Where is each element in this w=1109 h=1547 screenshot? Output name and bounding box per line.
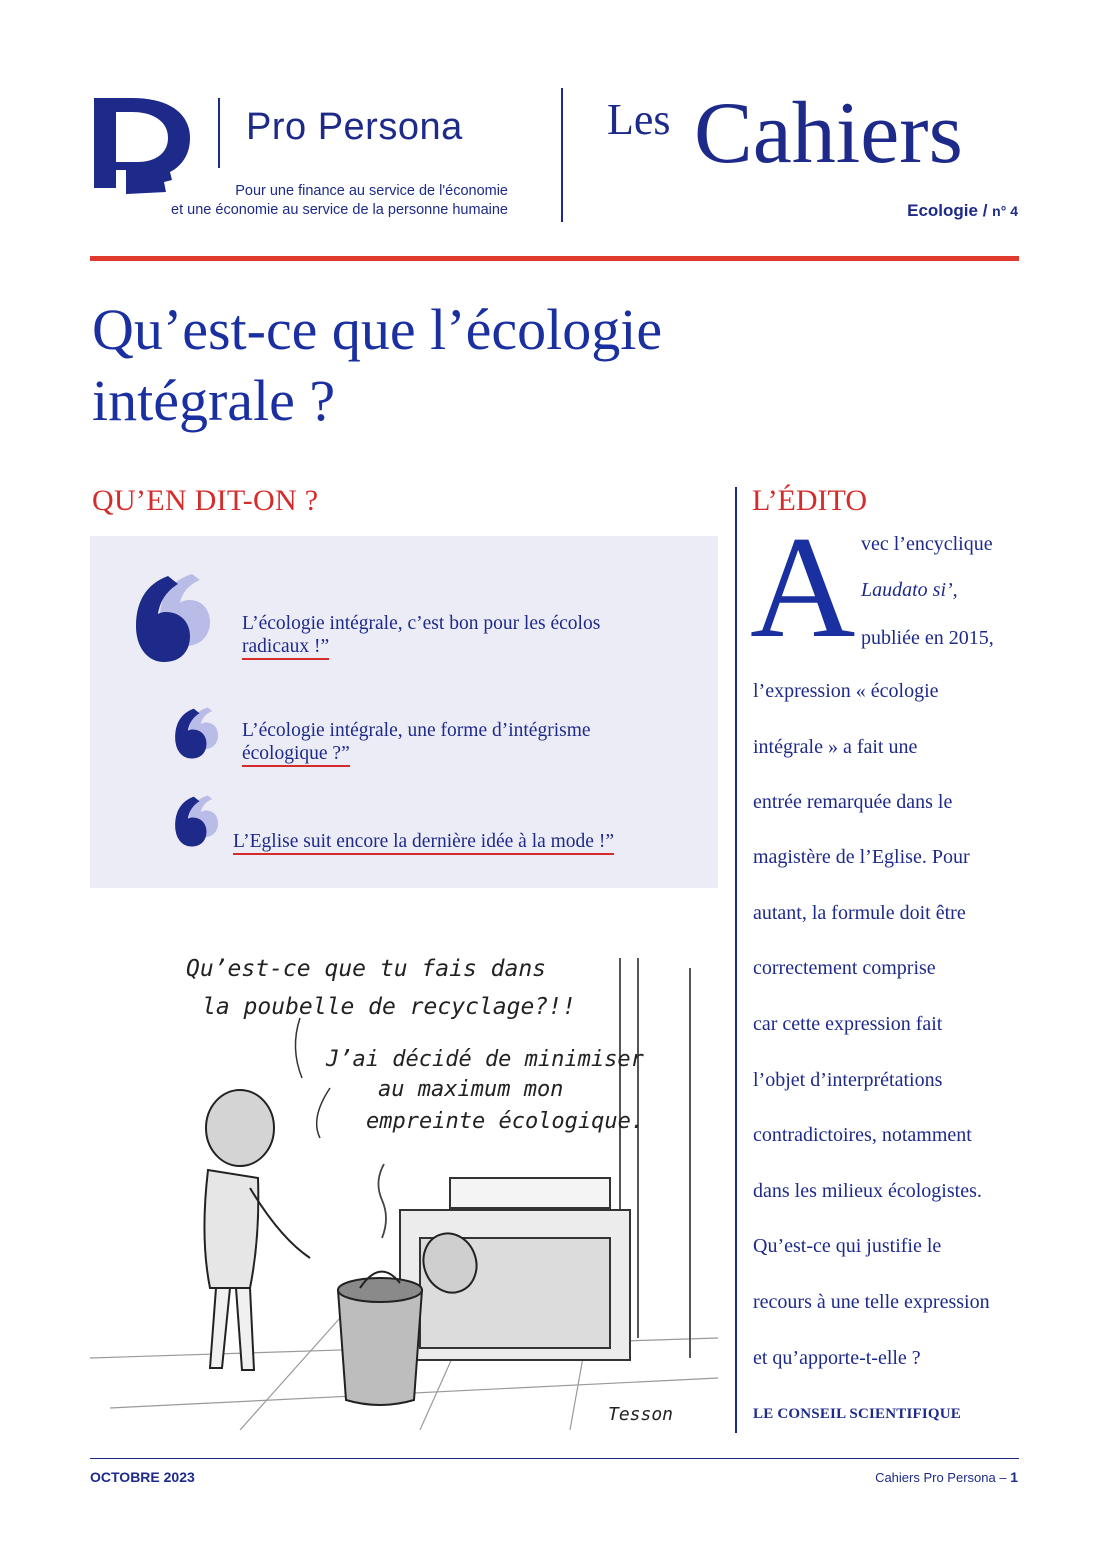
issue-separator: /: [982, 201, 988, 220]
edito-line: vec l’encyclique: [861, 533, 993, 555]
quote-1: [242, 612, 600, 658]
edito-signature: LE CONSEIL SCIENTIFIQUE: [753, 1406, 962, 1422]
footer-publication-name: Cahiers Pro Persona –: [875, 1470, 1007, 1485]
section-heading-edito: L’ÉDITO: [752, 484, 867, 517]
tagline-line-2: et une économie au service de la personne humaine: [171, 202, 508, 218]
publication-title: Cahiers: [694, 85, 963, 182]
page-title: [92, 294, 892, 436]
quote-1-line-2: radicaux !”: [242, 636, 329, 660]
edito-line: autant, la formule doit être: [753, 902, 966, 924]
quote-mark-icon: [134, 570, 234, 666]
cartoon-speech-2-line-3: empreinte écologique.: [366, 1109, 645, 1134]
quote-1-line-1: L’écologie intégrale, c’est bon pour les écolos: [242, 613, 601, 634]
quotes-box: [90, 536, 718, 888]
edito-dropcap: A: [750, 506, 856, 668]
issue-topic: Ecologie: [907, 201, 978, 220]
quote-2-line-2: écologique ?”: [242, 743, 350, 767]
tagline-line-1: Pour une finance au service de l'économie: [235, 183, 508, 199]
issue-label: [907, 201, 1018, 221]
publication-les: Les: [607, 95, 671, 144]
issue-number: n° 4: [992, 203, 1018, 219]
section-heading-quotes: QU’EN DIT-ON ?: [92, 484, 319, 517]
edito-line: l’expression « écologie: [753, 680, 939, 702]
page-number: 1: [1010, 1469, 1018, 1485]
cartoon-illustration: [90, 938, 718, 1430]
title-line-1: Qu’est-ce que l’écologie: [92, 297, 663, 362]
quote-mark-icon: [174, 792, 232, 850]
footer-publication: [875, 1469, 1018, 1485]
edito-line: contradictoires, notamment: [753, 1124, 972, 1146]
cartoon-speech-1-line-2: la poubelle de recyclage?!!: [202, 994, 576, 1020]
footer-rule: [90, 1458, 1019, 1459]
pro-persona-logo: [92, 96, 192, 196]
edito-line: publiée en 2015,: [861, 627, 994, 649]
cartoon-signature: Tesson: [608, 1404, 674, 1425]
edito-line: correctement comprise: [753, 957, 936, 979]
column-divider: [735, 487, 737, 1433]
quote-mark-icon: [174, 704, 232, 762]
cartoon-speech-1-line-1: Qu’est-ce que tu fais dans: [186, 956, 547, 982]
tagline: [120, 182, 508, 220]
edito-line: recours à une telle expression: [753, 1291, 990, 1313]
edito-line: dans les milieux écologistes.: [753, 1180, 982, 1202]
edito-line: intégrale » a fait une: [753, 736, 918, 758]
brand-name: Pro Persona: [246, 106, 463, 148]
title-line-2: intégrale ?: [92, 368, 336, 433]
edito-line: Laudato si’,: [861, 579, 958, 601]
edito-line: magistère de l’Eglise. Pour: [753, 846, 970, 868]
edito-line: l’objet d’interprétations: [753, 1069, 943, 1091]
footer-date: OCTOBRE 2023: [90, 1469, 195, 1485]
header-rule: [90, 256, 1019, 261]
quote-3: [233, 830, 614, 853]
cartoon-speech-2-line-1: J’ai décidé de minimiser: [326, 1047, 644, 1072]
quote-2-line-1: L’écologie intégrale, une forme d’intégrisme: [242, 720, 591, 741]
quote-3-line-1: L’Eglise suit encore la dernière idée à la mode !”: [233, 831, 614, 855]
header-separator: [561, 88, 563, 222]
edito-line: entrée remarquée dans le: [753, 791, 953, 813]
edito-line: et qu’apporte-t-elle ?: [753, 1347, 921, 1369]
cartoon-speech-2-line-2: au maximum mon: [378, 1077, 564, 1102]
edito-line: Qu’est-ce qui justifie le: [753, 1235, 942, 1257]
edito-line: car cette expression fait: [753, 1013, 943, 1035]
quote-2: [242, 719, 591, 765]
logo-separator: [218, 98, 220, 168]
